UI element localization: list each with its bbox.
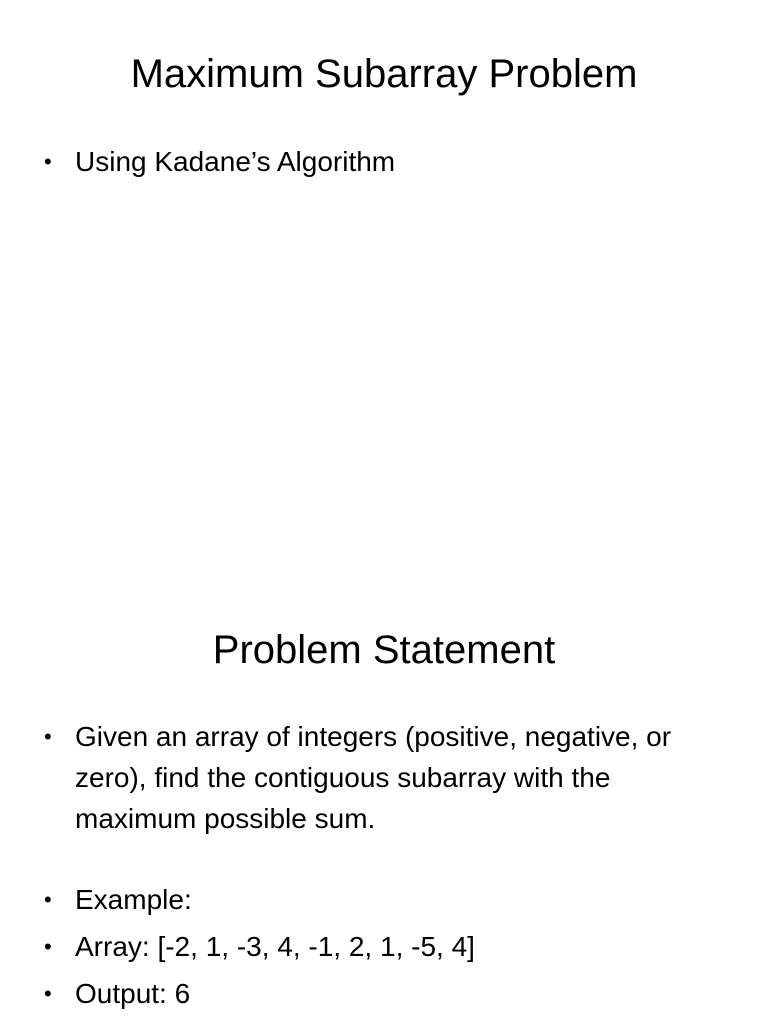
- slide-title: Maximum Subarray Problem: [130, 52, 638, 96]
- bullet-text: Given an array of integers (positive, negative, or zero), find the contiguous subarray with the maximum possible sum.: [75, 721, 672, 834]
- bullet-text: Using Kadane’s Algorithm: [75, 146, 396, 177]
- bullet-item: [40, 141, 730, 182]
- bullet-item: [40, 716, 730, 839]
- bullet-icon: •: [44, 724, 52, 749]
- bullet-icon: •: [44, 887, 52, 912]
- slide-title: Problem Statement: [212, 628, 556, 672]
- bullet-icon: •: [44, 981, 52, 1006]
- bullet-text: Array: [-2, 1, -3, 4, -1, 2, 1, -5, 4]: [75, 931, 475, 962]
- bullet-icon: •: [44, 934, 52, 959]
- bullet-text: Example:: [75, 884, 192, 915]
- bullet-item: [40, 879, 730, 920]
- bullet-item: [40, 926, 730, 967]
- slide-2: [0, 576, 768, 1024]
- bullet-list: [40, 716, 730, 1014]
- bullet-icon: •: [44, 149, 52, 174]
- bullet-text: Output: 6: [75, 978, 191, 1009]
- bullet-list: [40, 141, 730, 182]
- bullet-item: [40, 973, 730, 1014]
